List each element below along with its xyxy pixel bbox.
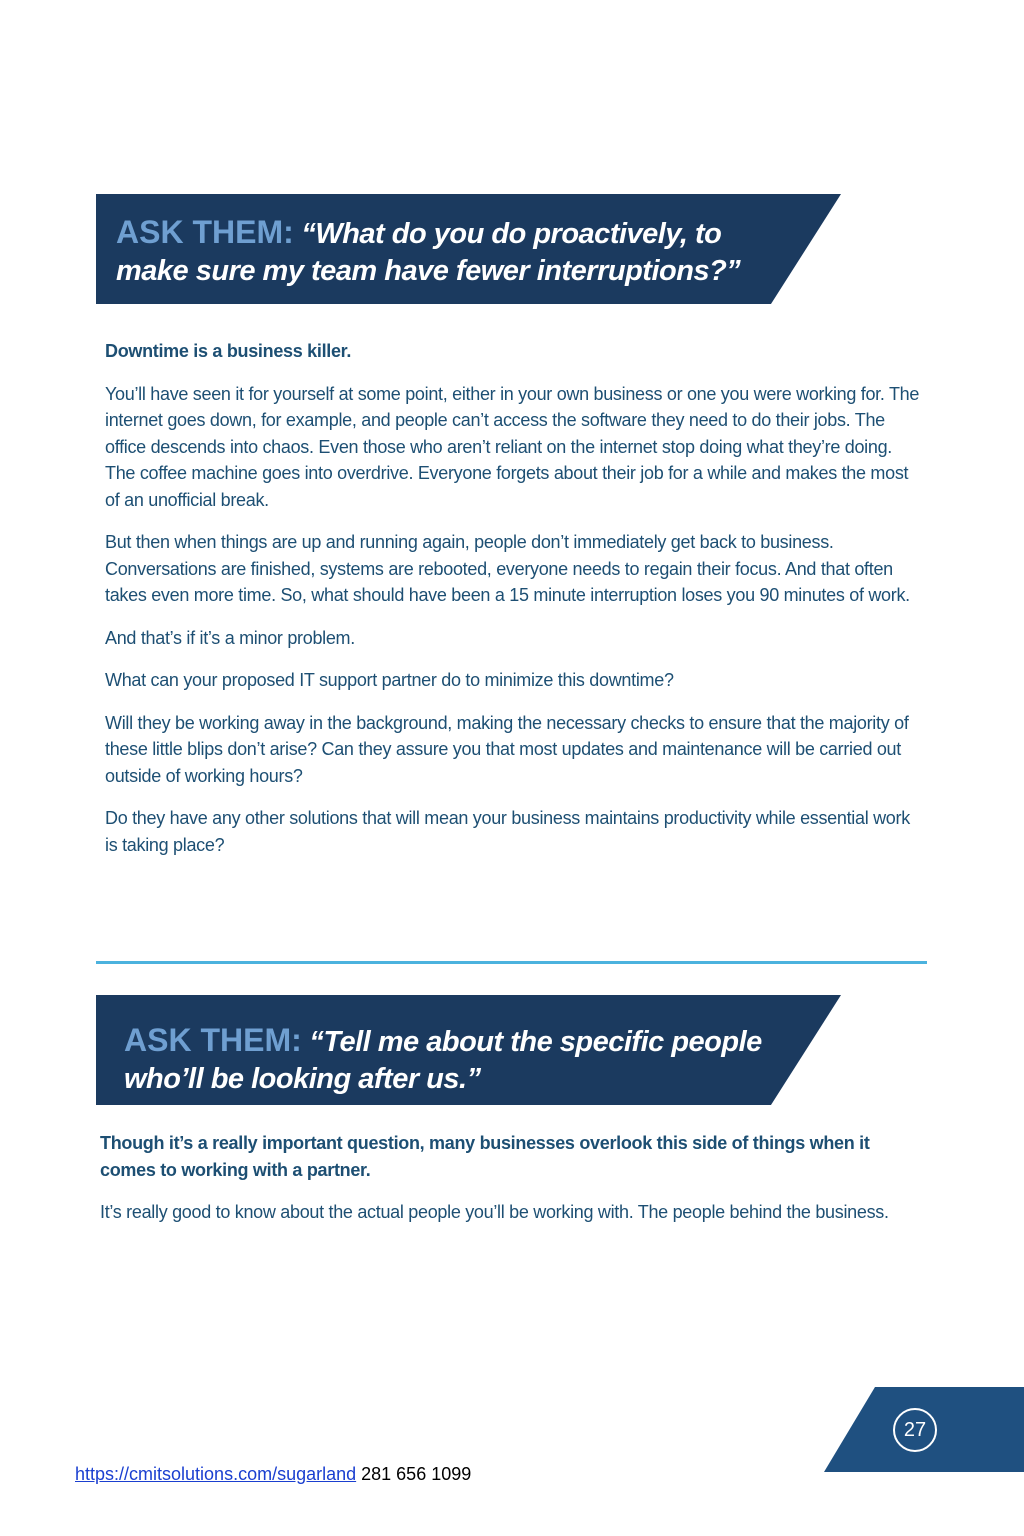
section1-paragraph: You’ll have seen it for yourself at some point, either in your own business or one you were working for. The internet goes down, for example, and people can’t access the software they need to do their jobs. The office descends into chaos. Even those who aren’t reliant on the internet stop doing what they’re doing. The coffee machine goes into overdrive. Everyone forgets about their job for a while and makes the most of an unofficial break. bbox=[105, 383, 920, 510]
phone-number: 281 656 1099 bbox=[356, 1464, 472, 1484]
section1-paragraph: Do they have any other solutions that will mean your business maintains productivity while essential work is taking place? bbox=[105, 808, 910, 855]
section1-paragraph: And that’s if it’s a minor problem. bbox=[105, 627, 355, 648]
section2-paragraph: It’s really good to know about the actual people you’ll be working with. The people behind the business. bbox=[100, 1202, 889, 1222]
section2-paragraph: Though it’s a really important question, many businesses overlook this side of things when it comes to working with a partner. bbox=[100, 1133, 870, 1180]
section2-heading-label: ASK THEM: bbox=[124, 1022, 302, 1058]
section2-heading bbox=[124, 1022, 804, 1098]
section-divider bbox=[96, 961, 927, 964]
footer bbox=[75, 1463, 471, 1485]
section1-paragraph: Downtime is a business killer. bbox=[105, 341, 352, 361]
section2-body bbox=[100, 1130, 915, 1242]
website-link[interactable]: https://cmitsolutions.com/sugarland bbox=[75, 1464, 357, 1484]
section1-paragraph: But then when things are up and running again, people don’t immediately get back to business. Conversations are finished, systems are rebooted, everyone needs to regain their focus. And that often takes even more time. So, what should have been a 15 minute interruption loses you 90 minutes of work. bbox=[105, 532, 910, 605]
section1-heading-question: “What do you do proactively, to make sure my team have fewer interruptions?” bbox=[116, 218, 741, 287]
section1-heading bbox=[116, 214, 796, 290]
section1-paragraph: Will they be working away in the background, making the necessary checks to ensure that the majority of these little blips don’t arise? Can they assure you that most updates and maintenance will be carried out outside of working hours? bbox=[105, 712, 909, 786]
page-number: 27 bbox=[893, 1408, 937, 1452]
section1-paragraph: What can your proposed IT support partner do to minimize this downtime? bbox=[105, 670, 674, 690]
section2-heading-question: “Tell me about the specific people who’ll be looking after us.” bbox=[124, 1026, 762, 1095]
section1-heading-label: ASK THEM: bbox=[116, 214, 294, 250]
section1-body bbox=[105, 338, 920, 874]
